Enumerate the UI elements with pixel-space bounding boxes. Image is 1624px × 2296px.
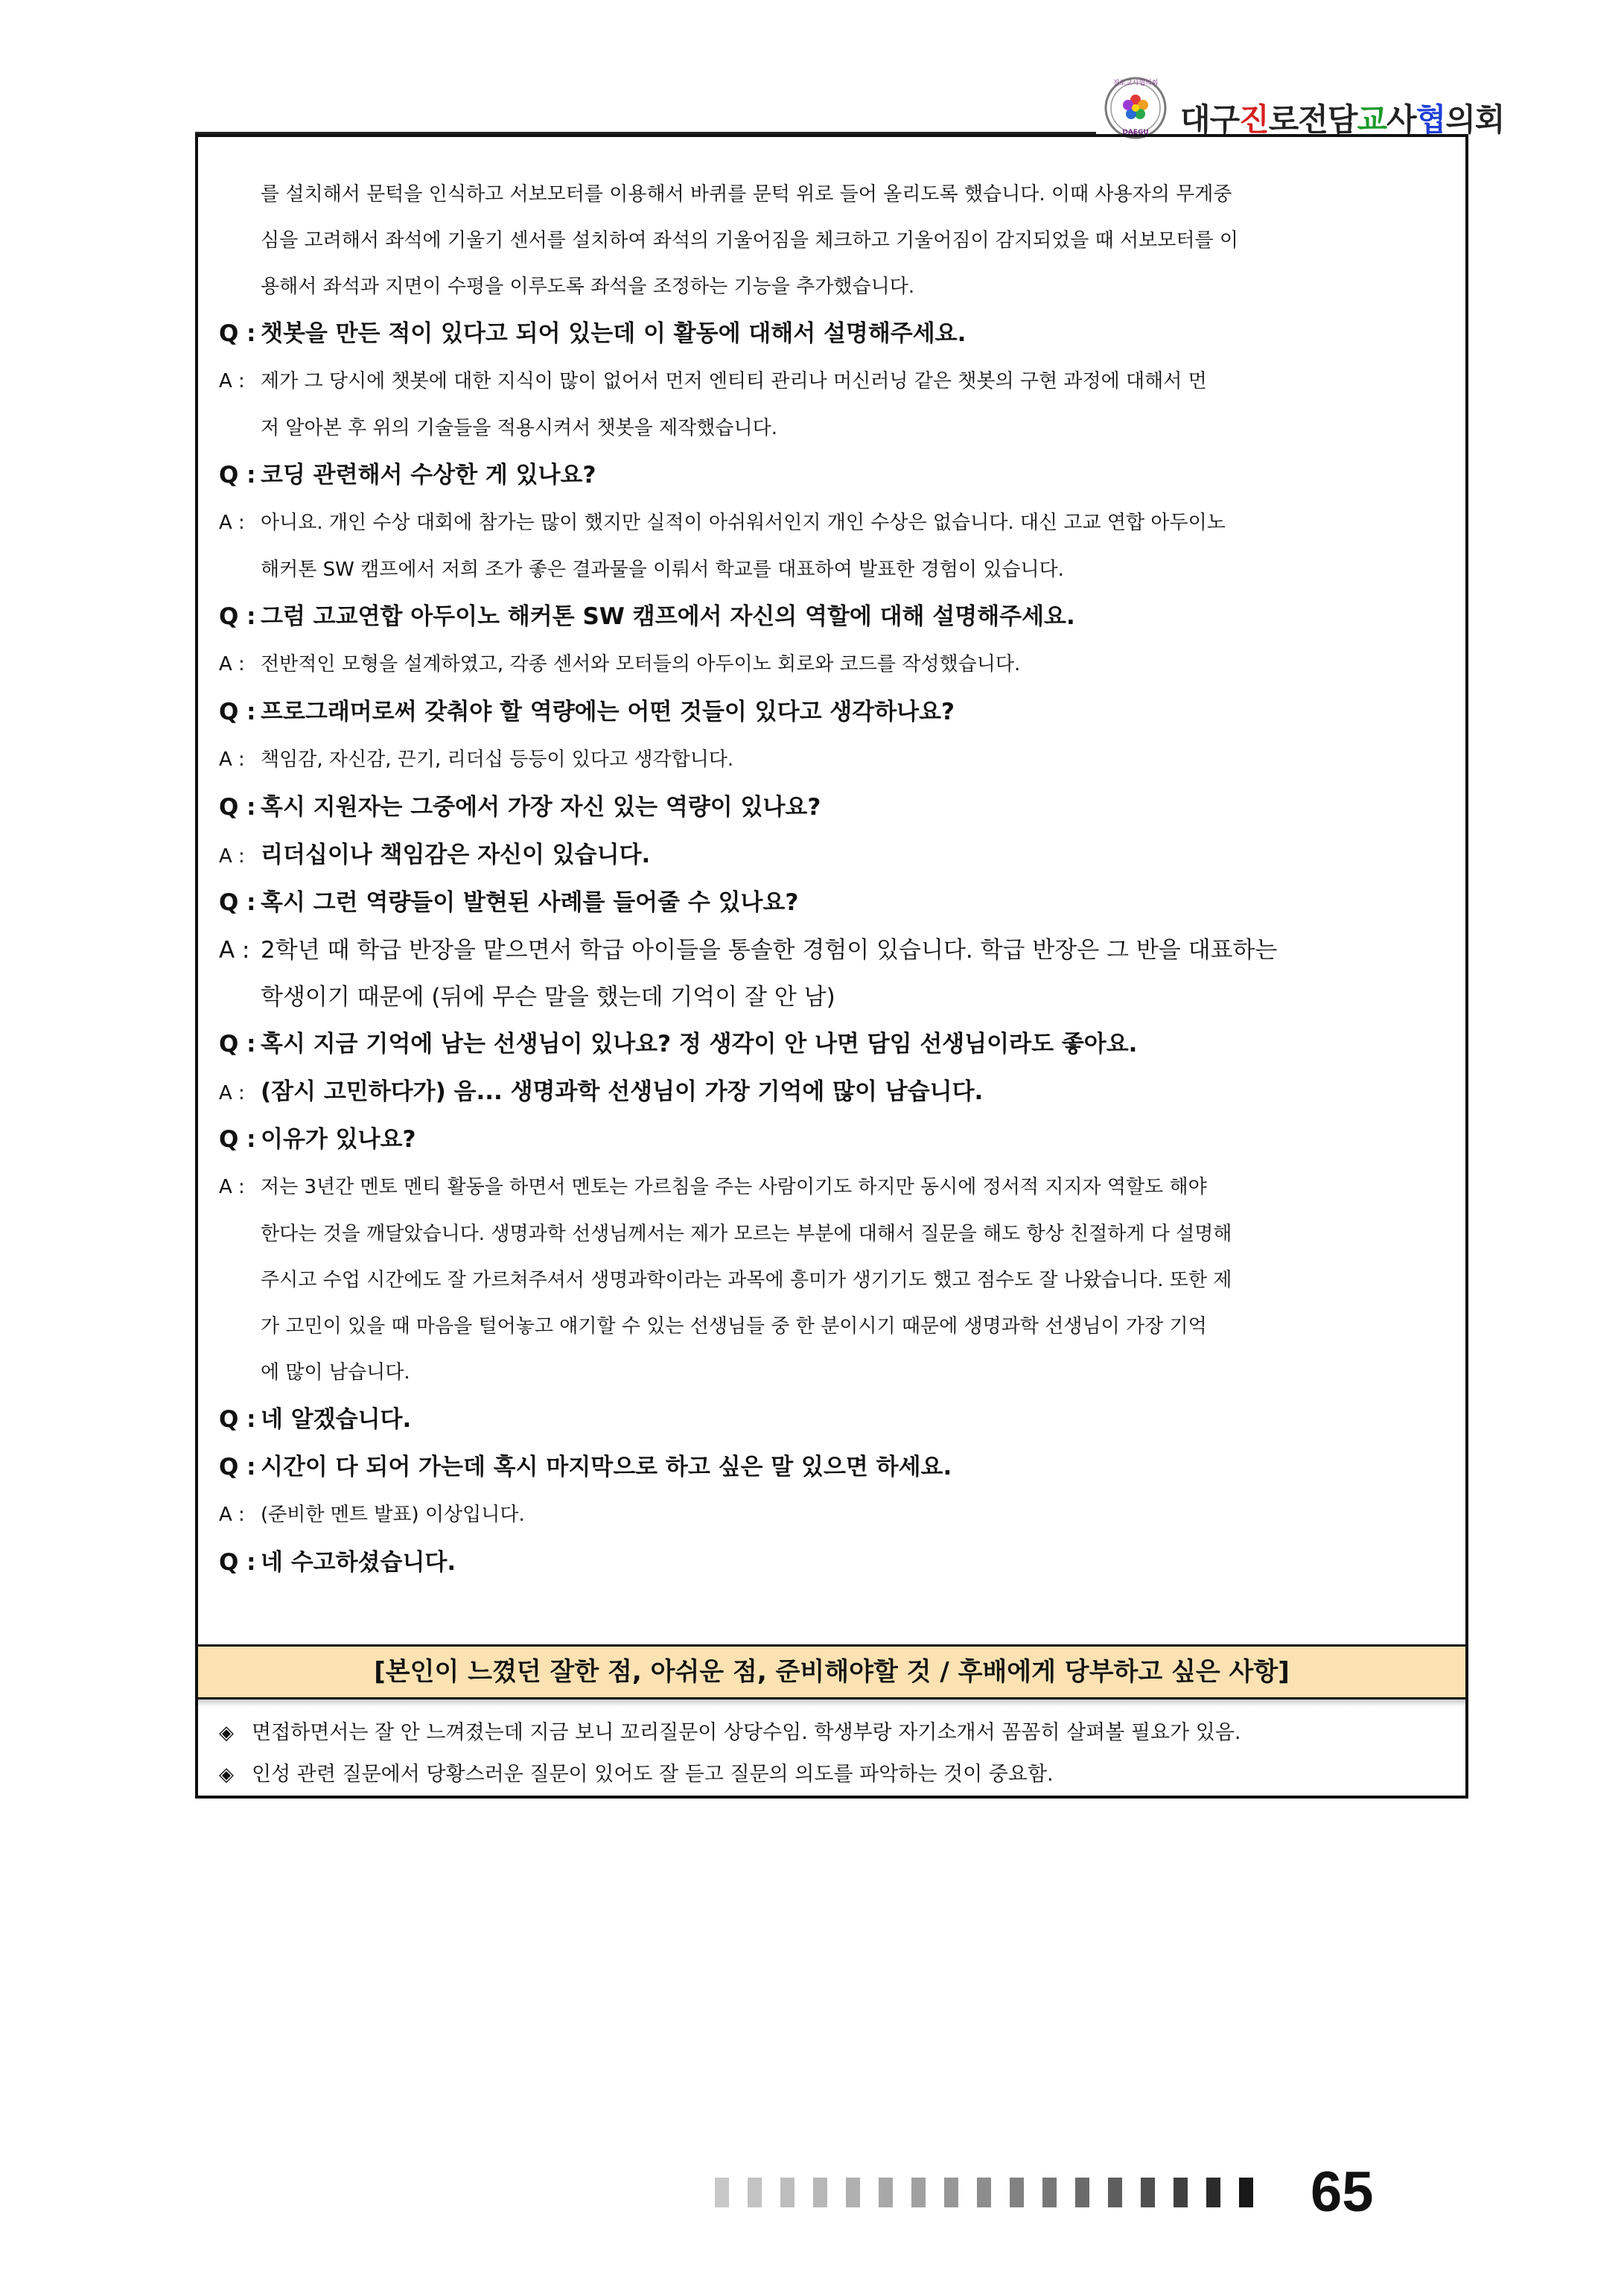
question-line (219, 593, 1440, 640)
question-text: 챗봇을 만든 적이 있다고 되어 있는데 이 활동에 대해서 설명해주세요. (261, 320, 967, 347)
question-prefix: Q : (219, 1031, 256, 1058)
question-line (219, 1396, 1440, 1443)
page-bar (780, 2178, 795, 2207)
question-prefix: Q : (219, 794, 256, 821)
answer-line (219, 1068, 1440, 1116)
org-name-part: 협 (1416, 101, 1446, 138)
qa-list (219, 171, 1440, 1586)
answer-prefix: A : (219, 653, 245, 675)
page-bar (748, 2178, 762, 2207)
page-bar (846, 2178, 860, 2207)
logo-bottom-text: DAEGU (1122, 129, 1149, 136)
question-line (219, 688, 1440, 736)
question-prefix: Q : (219, 320, 256, 347)
page-bar (813, 2178, 827, 2207)
answer-text: 심을 고려해서 좌석에 기울기 센서를 설치하여 좌석의 기울어짐을 체크하고 기울어짐이 감지되었을 때 서보모터를 이 (261, 229, 1239, 252)
answer-line (219, 736, 1440, 783)
answer-line (219, 640, 1440, 688)
question-prefix: Q : (219, 603, 256, 630)
question-text: 네 알겠습니다. (261, 1406, 412, 1433)
page-bar (1206, 2178, 1220, 2207)
answer-text: 2학년 때 학급 반장을 맡으면서 학급 아이들을 통솔한 경험이 있습니다. 학급 반장은 그 반을 대표하는 (261, 937, 1278, 964)
answer-text: 저는 3년간 멘토 멘티 활동을 하면서 멘토는 가르침을 주는 사람이기도 하지만 동시에 정서적 지지자 역할도 해야 (261, 1176, 1207, 1198)
page-bar (1239, 2178, 1253, 2207)
answer-line (219, 926, 1440, 974)
page-number: 65 (1311, 2160, 1374, 2224)
answer-prefix: A : (219, 748, 245, 771)
question-prefix: Q : (219, 889, 256, 916)
question-text: 코딩 관련해서 수상한 게 있나요? (261, 462, 596, 489)
answer-text: (준비한 멘트 발표) 이상입니다. (261, 1504, 525, 1526)
org-name-part: 진 (1239, 101, 1269, 138)
reflection-text: 면접하면서는 잘 안 느껴졌는데 지금 보니 꼬리질문이 상당수임. 학생부랑 자기소개서 꼼꼼히 살펴볼 필요가 있음. (252, 1721, 1241, 1744)
question-line (219, 451, 1440, 499)
answer-prefix: A : (219, 1082, 245, 1104)
question-line (219, 783, 1440, 831)
answer-text: 에 많이 남습니다. (261, 1361, 410, 1384)
answer-line (219, 831, 1440, 879)
question-text: 네 수고하셨습니다. (261, 1549, 456, 1576)
page-bar (1042, 2178, 1057, 2207)
answer-text: 제가 그 당시에 챗봇에 대한 지식이 많이 없어서 먼저 엔티티 관리나 머신러닝 같은 챗봇의 구현 과정에 대해서 먼 (261, 370, 1207, 392)
question-line (219, 1443, 1440, 1491)
diamond-bullet-icon: ◈ (219, 1722, 234, 1744)
question-line (219, 310, 1440, 357)
question-line (219, 879, 1440, 926)
question-text: 혹시 지원자는 그중에서 가장 자신 있는 역량이 있나요? (261, 794, 821, 821)
page-bar (1075, 2178, 1089, 2207)
answer-continuation-line (219, 217, 1440, 264)
question-line (219, 1020, 1440, 1068)
answer-text: (잠시 고민하다가) 음... 생명과학 선생님이 가장 기억에 많이 남습니다. (261, 1078, 984, 1105)
reflection-item (219, 1712, 1440, 1754)
page-bar (715, 2178, 729, 2207)
question-prefix: Q : (219, 699, 256, 725)
reflection-text: 인성 관련 질문에서 당황스러운 질문이 있어도 잘 듣고 질문의 의도를 파악하는 것이 중요함. (252, 1763, 1054, 1786)
answer-text: 주시고 수업 시간에도 잘 가르쳐주셔서 생명과학이라는 과목에 흥미가 생기기도 했고 점수도 잘 나왔습니다. 또한 제 (261, 1269, 1232, 1291)
diamond-bullet-icon: ◈ (219, 1764, 234, 1786)
answer-continuation-line (219, 1303, 1440, 1349)
reflection-item (219, 1754, 1440, 1796)
page-bar (1108, 2178, 1122, 2207)
summary-title: [본인이 느꼈던 잘한 점, 아쉬운 점, 준비해야할 것 / 후배에게 당부하고 싶은 사항] (374, 1657, 1290, 1687)
answer-prefix: A : (219, 1504, 245, 1526)
org-name-part: 로전담 (1268, 101, 1357, 138)
answer-text: 를 설치해서 문턱을 인식하고 서보모터를 이용해서 바퀴를 문턱 위로 들어 올리도록 했습니다. 이때 사용자의 무게중 (261, 183, 1232, 206)
answer-prefix: A : (219, 512, 245, 534)
summary-shadow (198, 1699, 1465, 1707)
summary-title-bar (198, 1644, 1465, 1699)
answer-text: 한다는 것을 깨달았습니다. 생명과학 선생님께서는 제가 모르는 부분에 대해서 질문을 해도 항상 친절하게 다 설명해 (261, 1223, 1232, 1245)
org-name-part: 교 (1357, 101, 1387, 138)
answer-continuation-line (219, 405, 1440, 451)
page-bar (1141, 2178, 1155, 2207)
answer-continuation-line (219, 264, 1440, 310)
answer-line (219, 499, 1440, 547)
answer-text: 저 알아본 후 위의 기술들을 적용시켜서 챗봇을 제작했습니다. (261, 417, 778, 439)
answer-text: 학생이기 때문에 (뒤에 무슨 말을 했는데 기억이 잘 안 남) (261, 984, 835, 1011)
question-text: 혹시 그런 역량들이 발현된 사례를 들어줄 수 있나요? (261, 889, 799, 916)
reflection-list (219, 1712, 1440, 1796)
page-bar (977, 2178, 991, 2207)
answer-prefix: A : (219, 1176, 245, 1198)
question-text: 프로그래머로써 갖춰야 할 역량에는 어떤 것들이 있다고 생각하나요? (261, 699, 955, 725)
question-prefix: Q : (219, 1549, 256, 1576)
answer-continuation-line (219, 974, 1440, 1020)
org-name-part: 의회 (1445, 101, 1505, 138)
org-name-part: 사 (1386, 101, 1416, 138)
question-text: 이유가 있나요? (261, 1126, 416, 1153)
question-line (219, 1116, 1440, 1163)
answer-line (219, 1491, 1440, 1539)
answer-continuation-line (219, 1349, 1440, 1396)
answer-text: 용해서 좌석과 지면이 수평을 이루도록 좌석을 조정하는 기능을 추가했습니다. (261, 276, 915, 298)
page-bar (1010, 2178, 1024, 2207)
page-progress-bars (715, 2175, 1281, 2210)
page-bar (1174, 2178, 1188, 2207)
answer-line (219, 1163, 1440, 1211)
answer-prefix: A : (219, 845, 245, 868)
answer-line (219, 357, 1440, 405)
answer-continuation-line (219, 1257, 1440, 1303)
question-text: 그럼 고교연합 아두이노 해커톤 SW 캠프에서 자신의 역할에 대해 설명해주세요. (261, 603, 1075, 630)
answer-text: 책임감, 자신감, 끈기, 리더십 등등이 있다고 생각합니다. (261, 748, 734, 771)
answer-text: 전반적인 모형을 설계하였고, 각종 센서와 모터들의 아두이노 회로와 코드를 작성했습니다. (261, 653, 1021, 675)
question-prefix: Q : (219, 1454, 256, 1481)
answer-continuation-line (219, 547, 1440, 593)
logo-ring-text: 진로교사협의회 (1112, 80, 1159, 87)
answer-prefix: A : (219, 370, 245, 392)
question-text: 시간이 다 되어 가는데 혹시 마지막으로 하고 싶은 말 있으면 하세요. (261, 1454, 952, 1481)
answer-text: 가 고민이 있을 때 마음을 털어놓고 얘기할 수 있는 선생님들 중 한 분이시기 때문에 생명과학 선생님이 가장 기억 (261, 1315, 1207, 1338)
org-name-part: 대구 (1180, 101, 1240, 138)
organization-name (1180, 95, 1504, 140)
answer-prefix: A : (219, 937, 250, 964)
answer-text: 아니요. 개인 수상 대회에 참가는 많이 했지만 실적이 아쉬워서인지 개인 수상은 없습니다. 대신 고교 연합 아두이노 (261, 512, 1226, 534)
question-prefix: Q : (219, 462, 256, 489)
interview-content-box (195, 134, 1468, 1799)
page-bar (911, 2178, 926, 2207)
question-prefix: Q : (219, 1126, 256, 1153)
question-prefix: Q : (219, 1406, 256, 1433)
answer-text: 해커톤 SW 캠프에서 저희 조가 좋은 결과물을 이뤄서 학교를 대표하여 발표한 경험이 있습니다. (261, 559, 1064, 581)
question-line (219, 1539, 1440, 1586)
page-bar (879, 2178, 893, 2207)
question-text: 혹시 지금 기억에 남는 선생님이 있나요? 정 생각이 안 나면 담임 선생님이라도 좋아요. (261, 1031, 1138, 1058)
answer-continuation-line (219, 1211, 1440, 1257)
answer-continuation-line (219, 171, 1440, 217)
page-bar (944, 2178, 958, 2207)
answer-text: 리더십이나 책임감은 자신이 있습니다. (261, 842, 651, 868)
